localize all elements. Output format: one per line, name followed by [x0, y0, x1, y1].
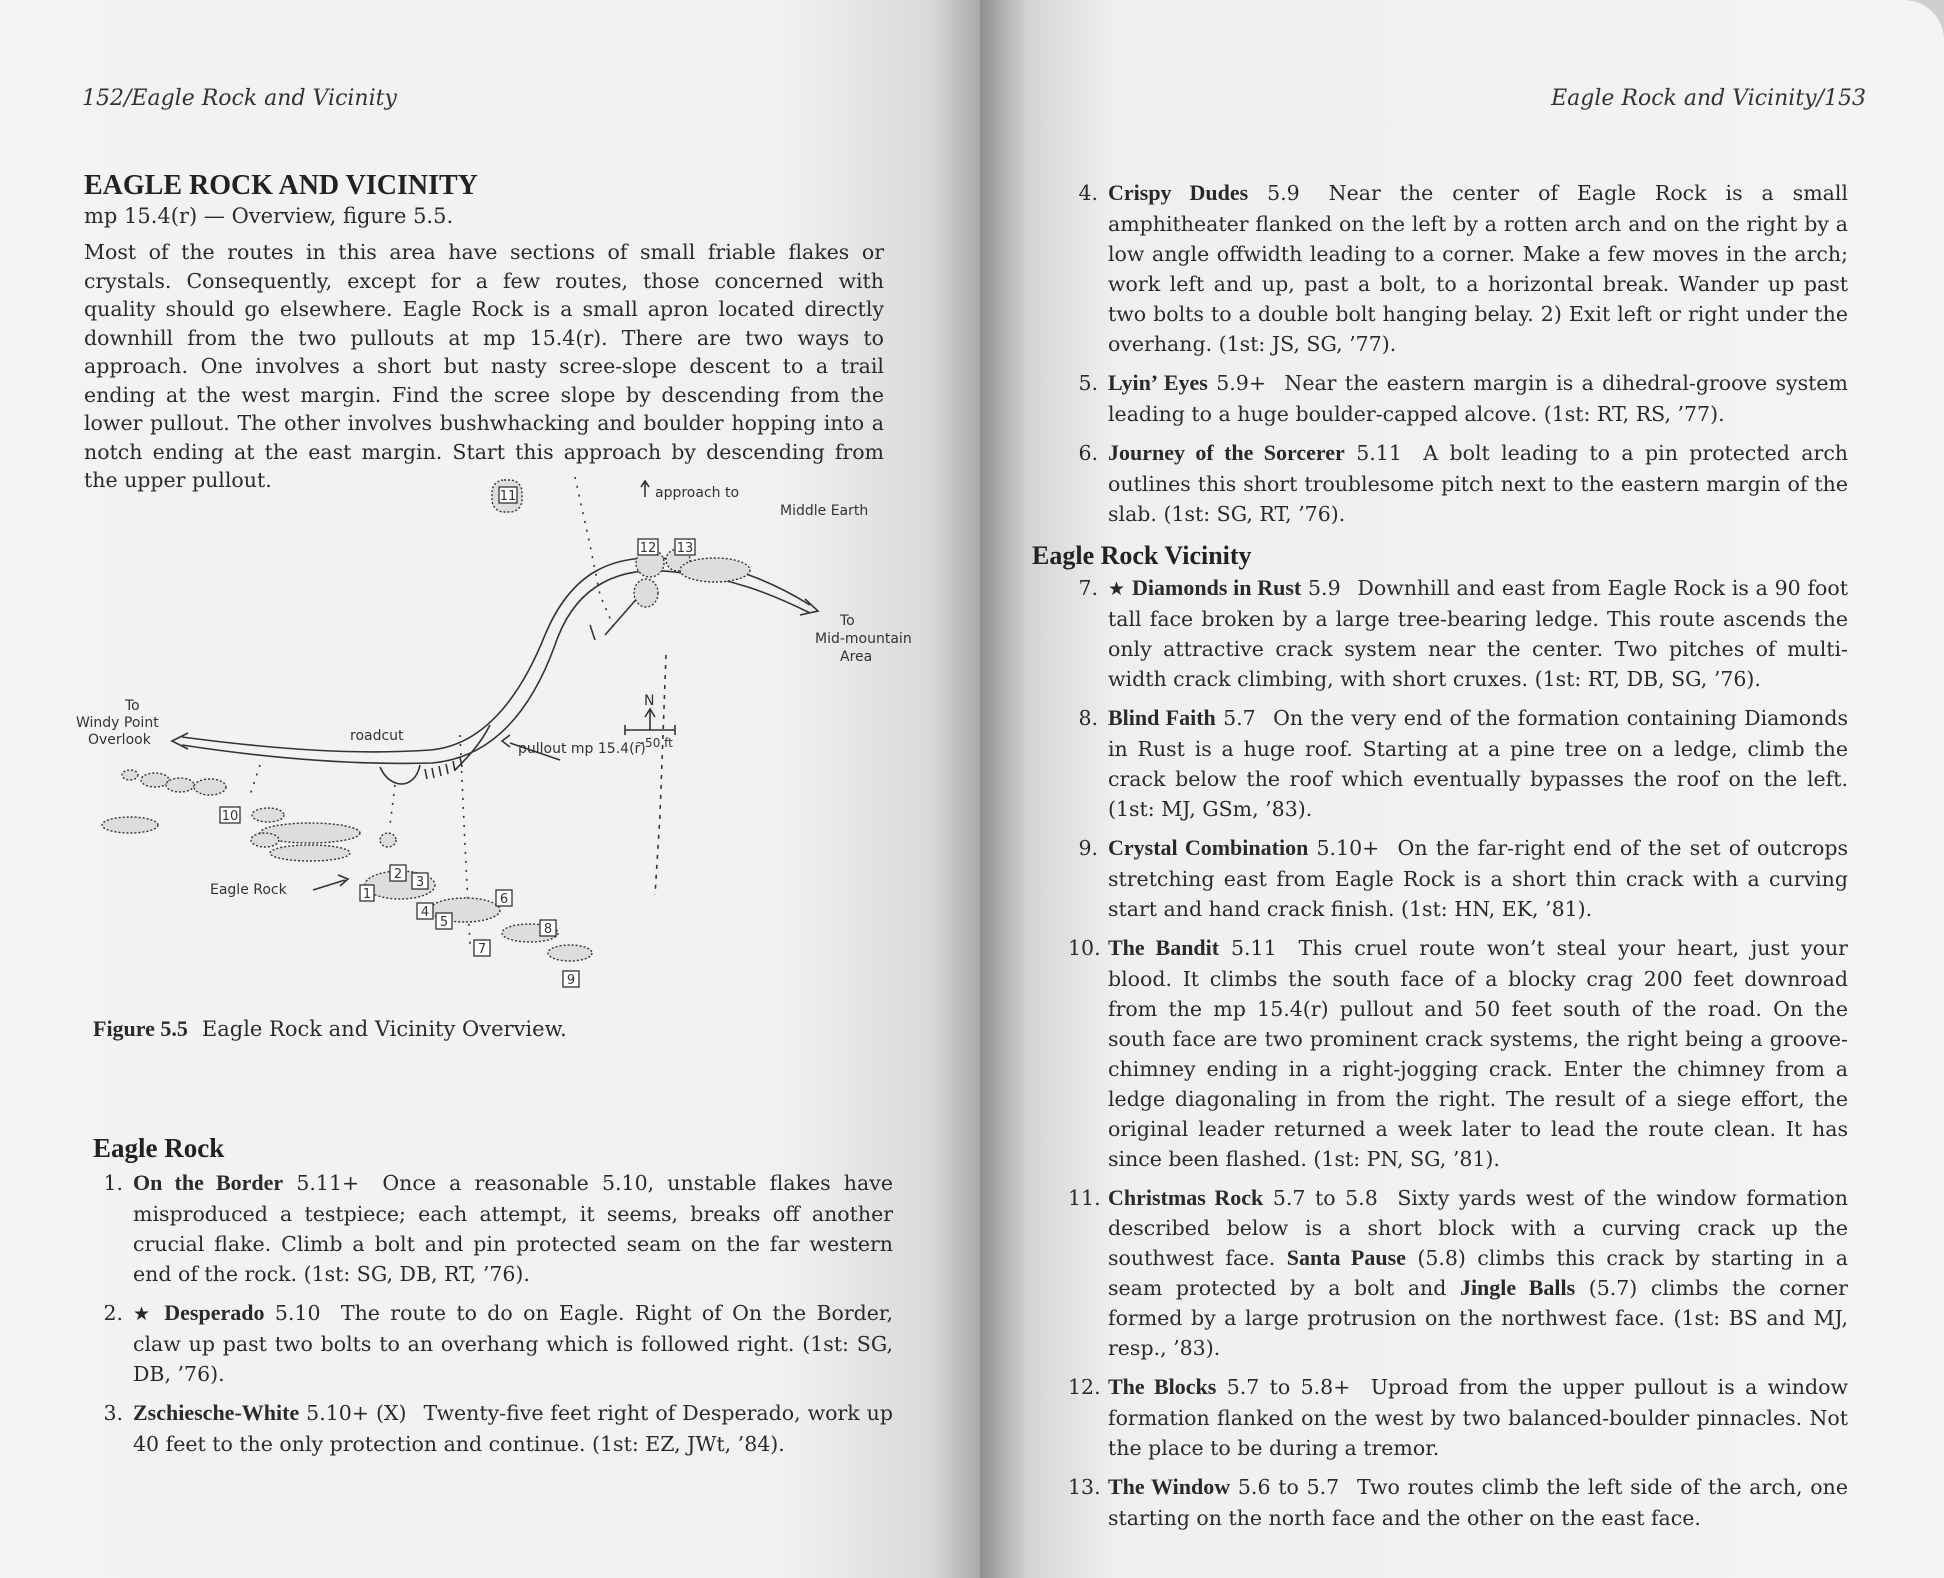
- overview-line: mp 15.4(r) — Overview, figure 5.5.: [84, 204, 454, 228]
- intro-paragraph: Most of the routes in this area have sections of small friable flakes or crystals. Consequently, except for a few routes, those concerned with quality should go elsewhere. Eagle Rock is a small apron located directly downhill from the two pullouts at mp 15.4(r). There are two ways to approach. One involves a short but nasty scree-slope descent to a trail ending at the west margin. Find the scree slope by descending from the lower pullout. The other involves bushwhacking and boulder hopping into a notch ending at the east margin. Start this approach by descending from the upper pullout.: [84, 240, 884, 492]
- label-to-windy: To: [125, 698, 140, 714]
- route-name: Lyin’ Eyes: [1108, 370, 1208, 395]
- route-grade: 5.11: [1356, 441, 1402, 465]
- intro-block: [84, 170, 884, 495]
- route-number: 1.: [103, 1171, 123, 1195]
- route-name: Crispy Dudes: [1108, 180, 1249, 205]
- route-grade: 5.11+: [296, 1171, 360, 1195]
- route-grade: 5.10+ (X): [306, 1401, 407, 1425]
- route-entry: [1068, 178, 1848, 359]
- route-entry: [1068, 933, 1848, 1174]
- road-edge-north: [182, 558, 810, 752]
- route-number: 7.: [1078, 576, 1098, 600]
- route-description: Twenty-five feet right of Desperado, work up 40 feet to the only protection and continue. (1st: EZ, JWt, ’84).: [133, 1401, 893, 1456]
- caption-text: Eagle Rock and Vicinity Overview.: [201, 1017, 567, 1041]
- route-number: 5.: [1078, 371, 1098, 395]
- route-name: Blind Faith: [1108, 705, 1216, 730]
- route-name: The Window: [1108, 1474, 1231, 1499]
- route-entry: [1068, 1372, 1848, 1463]
- route-grade: (5.8): [1417, 1246, 1466, 1270]
- route-entry: [1068, 1183, 1848, 1363]
- label-windy-point: Windy Point: [76, 715, 159, 731]
- route-name: Desperado: [164, 1300, 265, 1325]
- approach-trail: [575, 477, 615, 630]
- route-marker-9: 9: [566, 973, 576, 988]
- route-entry: [93, 1298, 893, 1389]
- label-approach: approach to: [655, 485, 740, 501]
- route-grade: 5.9: [1308, 576, 1341, 600]
- route-number: 2.: [103, 1301, 123, 1325]
- route-name: Christmas Rock: [1108, 1185, 1264, 1210]
- route-entry: [93, 1168, 893, 1289]
- route-number: 3.: [103, 1401, 123, 1425]
- route-entry: [1068, 438, 1848, 529]
- route-description: Two routes climb the left side of the arch, one starting on the north face and the other on the east face.: [1108, 1475, 1848, 1530]
- label-area: Area: [840, 649, 873, 665]
- route-number: 12.: [1068, 1375, 1101, 1399]
- star-icon: ★: [1108, 578, 1126, 600]
- boulder: [252, 808, 284, 822]
- route-grade: 5.11: [1230, 936, 1277, 960]
- route-description: Downhill and east from Eagle Rock is a 90 foot tall face broken by a large tree-bearing ledge. This route ascends the only attractive crack system near the center. Two pitches of multi-width crack climbing, with short cruxes. (1st: RT, DB, SG, ’76).: [1108, 576, 1848, 691]
- route-description: The route to do on Eagle. Right of On the Border, claw up past two bolts to an overhang which is followed right. (1st: SG, DB, ’76).: [133, 1301, 893, 1386]
- label-eagle-rock: Eagle Rock: [210, 882, 287, 898]
- label-overlook: Overlook: [88, 732, 151, 748]
- route-grade: 5.10: [274, 1301, 321, 1325]
- route-grade: 5.7 to 5.8: [1272, 1186, 1378, 1210]
- route-marker-4: 4: [420, 905, 430, 920]
- route-marker-6: 6: [499, 892, 509, 907]
- boulder: [141, 773, 169, 787]
- route-grade: 5.9+: [1216, 371, 1267, 395]
- route-marker-11: 11: [499, 489, 517, 504]
- trail-spur: [390, 785, 395, 825]
- route-number: 6.: [1078, 441, 1098, 465]
- route-description: On the far-right end of the set of outcrops stretching east from Eagle Rock is a short thin crack with a curving start and hand crack finish. (1st: HN, EK, ’81).: [1108, 836, 1848, 921]
- subsection-title-vicinity: Eagle Rock Vicinity: [1032, 541, 1252, 570]
- pullout-arrow: [502, 735, 510, 747]
- route-description: Near the center of Eagle Rock is a small amphitheater flanked on the left by a rotten arch and on the right by a low angle offwidth leading to a corner. Make a few moves in the arch; work left and up, past a bolt, to a horizontal break. Wander up past two bolts to a double bolt hanging belay. 2) Exit left or right under the overhang. (1st: JS, SG, ’77).: [1108, 181, 1848, 356]
- label-mid-mountain: Mid-mountain: [815, 631, 912, 647]
- label-north: N: [644, 693, 655, 709]
- label-pullout: pullout mp 15.4(r): [518, 741, 646, 757]
- label-middle-earth: Middle Earth: [780, 503, 869, 519]
- route-number: 8.: [1078, 706, 1098, 730]
- route-name: Zschiesche-White: [133, 1400, 300, 1425]
- route-marker-3: 3: [415, 875, 425, 890]
- route-name: The Blocks: [1108, 1374, 1217, 1399]
- route-grade: 5.10+: [1316, 836, 1380, 860]
- route-description: Uproad from the upper pullout is a window formation flanked on the west by two balanced-boulder pinnacles. Not the place to be during a tremor.: [1108, 1375, 1848, 1460]
- route-entry: [1068, 573, 1848, 694]
- route-grade: 5.6 to 5.7: [1237, 1475, 1340, 1499]
- route-marker-13: 13: [676, 541, 694, 556]
- route-marker-10: 10: [221, 809, 239, 824]
- route-number: 11.: [1068, 1186, 1101, 1210]
- route-description: On the very end of the formation containing Diamonds in Rust is a huge roof. Starting at a pine tree on a ledge, climb the crack below the roof which eventually bypasses the roof on the left. (1st: MJ, GSm, ’83).: [1108, 706, 1848, 821]
- route-description: A bolt leading to a pin protected arch outlines this short troublesome pitch next to the eastern margin of the slab. (1st: SG, RT, ’76).: [1108, 441, 1848, 526]
- figure-caption: [93, 1016, 567, 1042]
- route-entry: [1068, 368, 1848, 429]
- boulder: [194, 779, 226, 795]
- route-description: Sixty yards west of the window formation described below is a short block with a curving crack up the southwest face.: [1108, 1186, 1848, 1270]
- route-entry: [1068, 833, 1848, 924]
- boulder: [680, 558, 750, 582]
- boulder: [251, 833, 279, 847]
- route-entry: [1068, 1472, 1848, 1533]
- label-roadcut: roadcut: [350, 728, 404, 744]
- route-grade: 5.7: [1223, 706, 1256, 730]
- map-labels: [76, 485, 912, 898]
- route-number: 9.: [1078, 836, 1098, 860]
- route-marker-7: 7: [477, 942, 487, 957]
- road-edge-south: [182, 571, 810, 764]
- boulder: [102, 817, 158, 833]
- boulder: [634, 579, 658, 607]
- subsection-title-eagle-rock: Eagle Rock: [93, 1133, 225, 1163]
- route-name: Crystal Combination: [1108, 835, 1309, 860]
- route-marker-1: 1: [362, 887, 372, 902]
- route-number: 10.: [1068, 936, 1101, 960]
- eagle-rock-section: [93, 1133, 893, 1468]
- route-description: Once a reasonable 5.10, unstable flakes have misproduced a testpiece; each attempt, it seems, breaks off another crucial flake. Climb a bolt and pin protected seam on the far western end of the rock. (1st: SG, DB, RT, ’76).: [133, 1171, 893, 1286]
- overview-map: [70, 465, 950, 1005]
- route-grade: 5.7 to 5.8+: [1226, 1375, 1351, 1399]
- boulder: [548, 945, 592, 961]
- route-name: The Bandit: [1108, 935, 1220, 960]
- label-to-mid: To: [840, 613, 855, 629]
- route-marker-5: 5: [439, 915, 449, 930]
- section-title: EAGLE ROCK AND VICINITY: [84, 170, 478, 201]
- notch-trail: [655, 655, 666, 895]
- trail-spur-west: [250, 765, 260, 795]
- route-name: Santa Pause: [1286, 1245, 1406, 1270]
- route-entry: [1068, 703, 1848, 824]
- route-name: Journey of the Sorcerer: [1108, 440, 1345, 465]
- tick-mark: [605, 595, 640, 635]
- route-name: Diamonds in Rust: [1132, 575, 1302, 600]
- boulder: [380, 833, 396, 847]
- route-marker-2: 2: [393, 867, 403, 882]
- route-grade: (5.7): [1588, 1276, 1638, 1300]
- route-description: climbs the corner formed by a large protrusion on the northwest face. (1st: BS and MJ, resp., ’83).: [1108, 1276, 1848, 1360]
- route-number: 4.: [1078, 181, 1098, 205]
- road-arrow-west: [172, 733, 188, 749]
- route-description: climbs this crack by starting in a seam protected by a bolt and: [1108, 1246, 1848, 1300]
- route-description: This cruel route won’t steal your heart, just your blood. It climbs the south face of a blocky crag 200 feet downroad from the mp 15.4(r) pullout and 50 feet south of the road. On the south face are two prominent crack systems, the right being a groove-chimney ending in a right-jogging crack. Enter the chimney from a ledge diagonaling in from the right. The result of a siege effort, the original leader returned a week later to lead the route clean. It has since been flashed. (1st: PN, SG, ’81).: [1108, 936, 1848, 1171]
- route-number: 13.: [1068, 1475, 1101, 1499]
- lower-pullout: [380, 765, 420, 784]
- boulder: [166, 778, 194, 792]
- route-list-left: [93, 1168, 893, 1459]
- route-entry: [93, 1398, 893, 1459]
- right-page: [980, 0, 1944, 1578]
- label-scale: ~50 ft: [635, 736, 673, 750]
- running-head-right: Eagle Rock and Vicinity/153: [1551, 86, 1866, 111]
- upper-pullout: [455, 725, 490, 770]
- route-marker-12: 12: [639, 541, 657, 556]
- running-head-left: 152/Eagle Rock and Vicinity: [82, 86, 397, 111]
- route-description: Near the eastern margin is a dihedral-groove system leading to a huge boulder-capped alcove. (1st: RT, RS, ’77).: [1108, 371, 1848, 426]
- route-marker-8: 8: [543, 922, 553, 937]
- route-list-right: [1032, 178, 1848, 1542]
- boulder: [122, 770, 138, 780]
- route-name: On the Border: [133, 1170, 284, 1195]
- boulder: [270, 845, 350, 861]
- star-icon: ★: [133, 1303, 154, 1325]
- route-grade: 5.9: [1267, 181, 1300, 205]
- caption-label: Figure 5.5: [93, 1016, 188, 1041]
- route-name: Jingle Balls: [1459, 1275, 1576, 1300]
- tick-mark: [590, 625, 595, 640]
